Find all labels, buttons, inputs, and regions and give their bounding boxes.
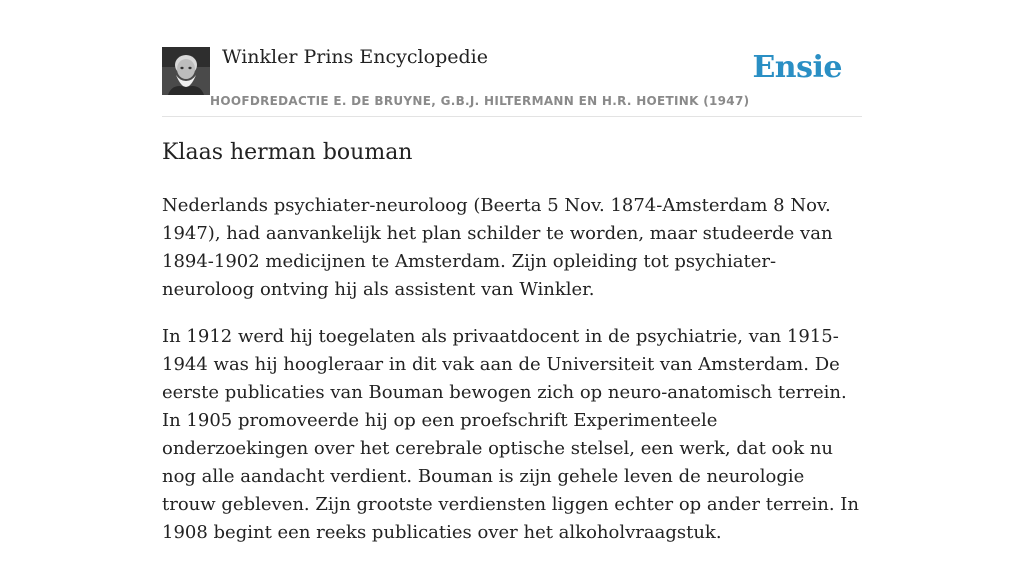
content-container bbox=[162, 0, 862, 543]
author-portrait-icon[interactable] bbox=[162, 47, 210, 95]
article-paragraph: In 1912 werd hij toegelaten als privaatdocent in de psychiatrie, van 1915-1944 was hij hoogleraar in dit vak aan de Universiteit van Amsterdam. De eerste publicaties van Bouman bewogen zich op neuro-anatomisch terrein. In 1905 promoveerde hij op een proefschrift Experimenteele onderzoekingen over het cerebrale optische stelsel, een werk, dat ook nu nog alle aandacht verdient. Bouman is zijn gehele leven de neurologie trouw gebleven. Zijn grootste verdiensten liggen echter op ander terrein. In 1908 begint een reeks publicaties over het alkoholvraagstuk. bbox=[162, 326, 859, 543]
site-header bbox=[162, 0, 862, 117]
article-body bbox=[162, 192, 862, 566]
article-title: Klaas herman bouman bbox=[162, 140, 413, 165]
brand-logo[interactable]: Ensie bbox=[752, 50, 842, 85]
editors-line: HOOFDREDACTIE E. DE BRUYNE, G.B.J. HILTERMANN EN H.R. HOETINK (1947) bbox=[210, 94, 750, 108]
article-paragraph: Nederlands psychiater-neuroloog (Beerta 5 Nov. 1874-Amsterdam 8 Nov. 1947), had aanvankelijk het plan schilder te worden, maar studeerde van 1894-1902 medicijnen te Amsterdam. Zijn opleiding tot psychiater-neuroloog ontving hij als assistent van Winkler. bbox=[162, 195, 833, 300]
book-title[interactable]: Winkler Prins Encyclopedie bbox=[222, 46, 488, 68]
